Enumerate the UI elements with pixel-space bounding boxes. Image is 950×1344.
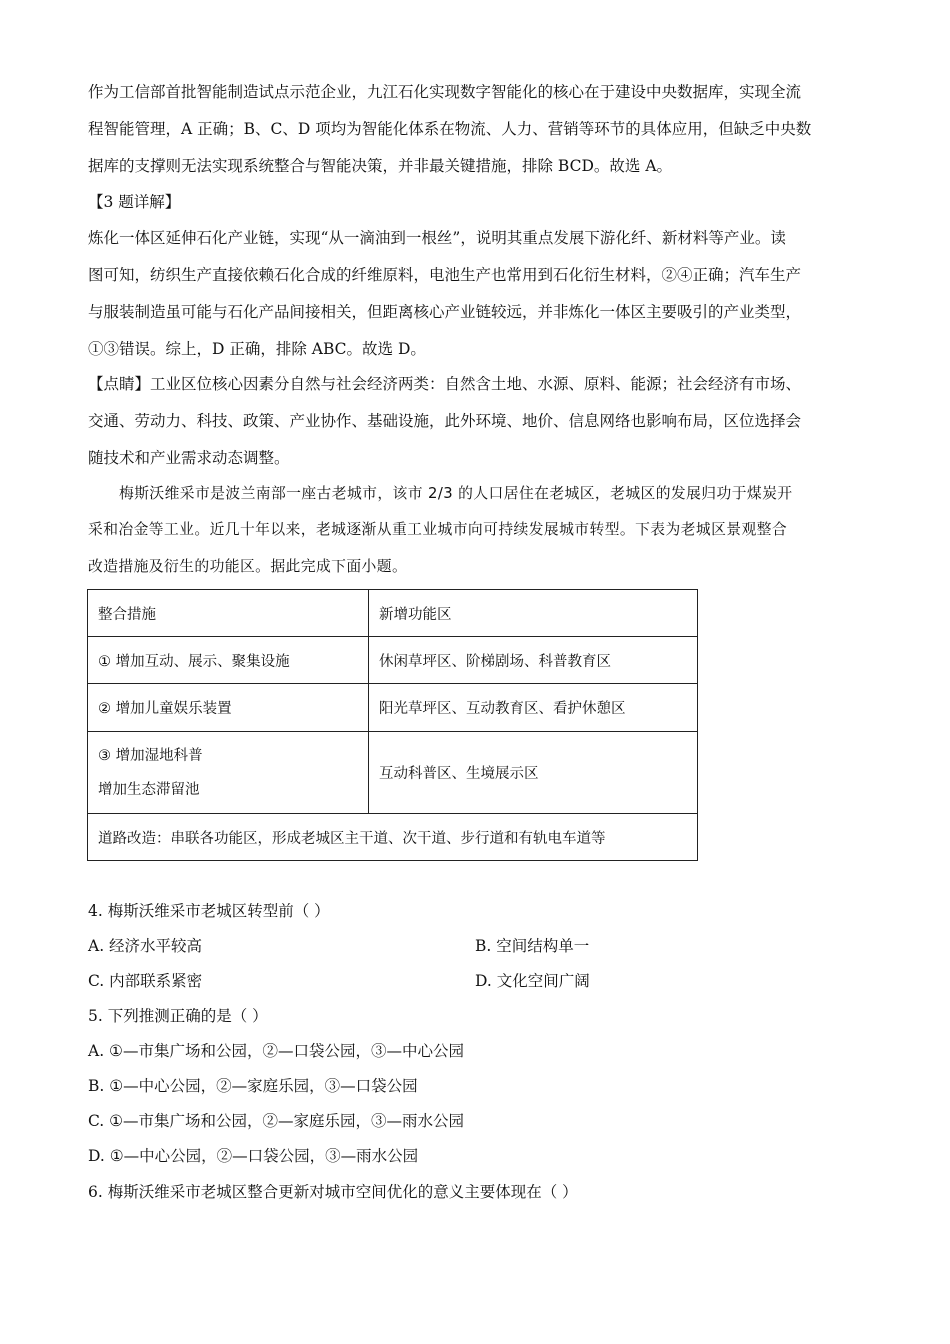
- measure-cell: ① 增加互动、展示、聚集设施: [88, 637, 369, 684]
- zone-cell: 阳光草坪区、互动教育区、看护休憩区: [369, 684, 698, 732]
- question-5-option-a[interactable]: A. ①—市集广场和公园，②—口袋公园，③—中心公园: [88, 1042, 464, 1060]
- question-5-option-d[interactable]: D. ①—中心公园，②—口袋公园，③—雨水公园: [88, 1147, 419, 1165]
- q3-explanation-line: 图可知，纺织生产直接依赖石化合成的纤维原料，电池生产也常用到石化衍生材料，②④正确；汽车生产: [88, 266, 802, 284]
- answer-paragraph-line: 作为工信部首批智能制造试点示范企业，九江石化实现数字智能化的核心在于建设中央数据库，实现全流: [88, 83, 802, 101]
- question-6-stem: 6. 梅斯沃维采市老城区整合更新对城市空间优化的意义主要体现在（ ）: [88, 1183, 578, 1201]
- question-4-option-c[interactable]: C. 内部联系紧密: [88, 972, 203, 990]
- q3-explanation-line: 炼化一体区延伸石化产业链，实现“从一滴油到一根丝”，说明其重点发展下游化纤、新材料等产业。读: [88, 229, 786, 247]
- question-5-option-c[interactable]: C. ①—市集广场和公园，②—家庭乐园，③—雨水公园: [88, 1112, 465, 1130]
- table-row: [88, 732, 698, 814]
- answer-paragraph-line: 据库的支撑则无法实现系统整合与智能决策，并非最关键措施，排除 BCD。故选 A。: [88, 157, 673, 175]
- q3-detail-heading: 【3 题详解】: [88, 193, 181, 211]
- dianjing-line: 交通、劳动力、科技、政策、产业协作、基础设施，此外环境、地价、信息网络也影响布局，区位选择会: [88, 412, 802, 430]
- table-footer-row: [88, 814, 698, 861]
- table-row: [88, 684, 698, 732]
- measure-cell: [88, 732, 369, 814]
- dianjing-line: 随技术和产业需求动态调整。: [88, 449, 290, 467]
- dianjing-line: 【点睛】工业区位核心因素分自然与社会经济两类：自然含土地、水源、原料、能源；社会经济有市场、: [88, 375, 802, 393]
- table-header-cell: 整合措施: [88, 590, 369, 637]
- q3-explanation-line: 与服装制造虽可能与石化产品间接相关，但距离核心产业链较远，并非炼化一体区主要吸引的产业类型，: [88, 303, 802, 321]
- table-header-cell: 新增功能区: [369, 590, 698, 637]
- question-4-stem: 4. 梅斯沃维采市老城区转型前（ ）: [88, 902, 330, 920]
- answer-paragraph-line: 程智能管理，A 正确；B、C、D 项均为智能化体系在物流、人力、营销等环节的具体应用，但缺乏中央数: [88, 120, 812, 138]
- table-row: [88, 637, 698, 684]
- table-header-row: [88, 590, 698, 637]
- q3-explanation-line: ①③错误。综上，D 正确，排除 ABC。故选 D。: [88, 340, 426, 358]
- material-intro-line: 梅斯沃维采市是波兰南部一座古老城市，该市 2/3 的人口居住在老城区，老城区的发展归功于煤炭开: [119, 485, 793, 502]
- question-4-option-d[interactable]: D. 文化空间广阔: [475, 972, 590, 990]
- zone-cell: 互动科普区、生境展示区: [369, 732, 698, 814]
- question-4-option-b[interactable]: B. 空间结构单一: [475, 937, 590, 955]
- measure-cell-line: 增加生态滞留池: [98, 781, 200, 798]
- road-renovation-cell: 道路改造：串联各功能区，形成老城区主干道、次干道、步行道和有轨电车道等: [88, 814, 698, 861]
- material-intro-line: 改造措施及衍生的功能区。据此完成下面小题。: [88, 558, 408, 575]
- measure-cell-line: ③ 增加湿地科普: [98, 747, 203, 764]
- question-5-option-b[interactable]: B. ①—中心公园，②—家庭乐园，③—口袋公园: [88, 1077, 418, 1095]
- material-intro-line: 采和冶金等工业。近几十年以来，老城逐渐从重工业城市向可持续发展城市转型。下表为老城区景观整合: [88, 521, 788, 538]
- measure-cell: ② 增加儿童娱乐装置: [88, 684, 369, 732]
- question-5-stem: 5. 下列推测正确的是（ ）: [88, 1007, 268, 1025]
- measures-table: [87, 589, 698, 861]
- zone-cell: 休闲草坪区、阶梯剧场、科普教育区: [369, 637, 698, 684]
- question-4-option-a[interactable]: A. 经济水平较高: [88, 937, 203, 955]
